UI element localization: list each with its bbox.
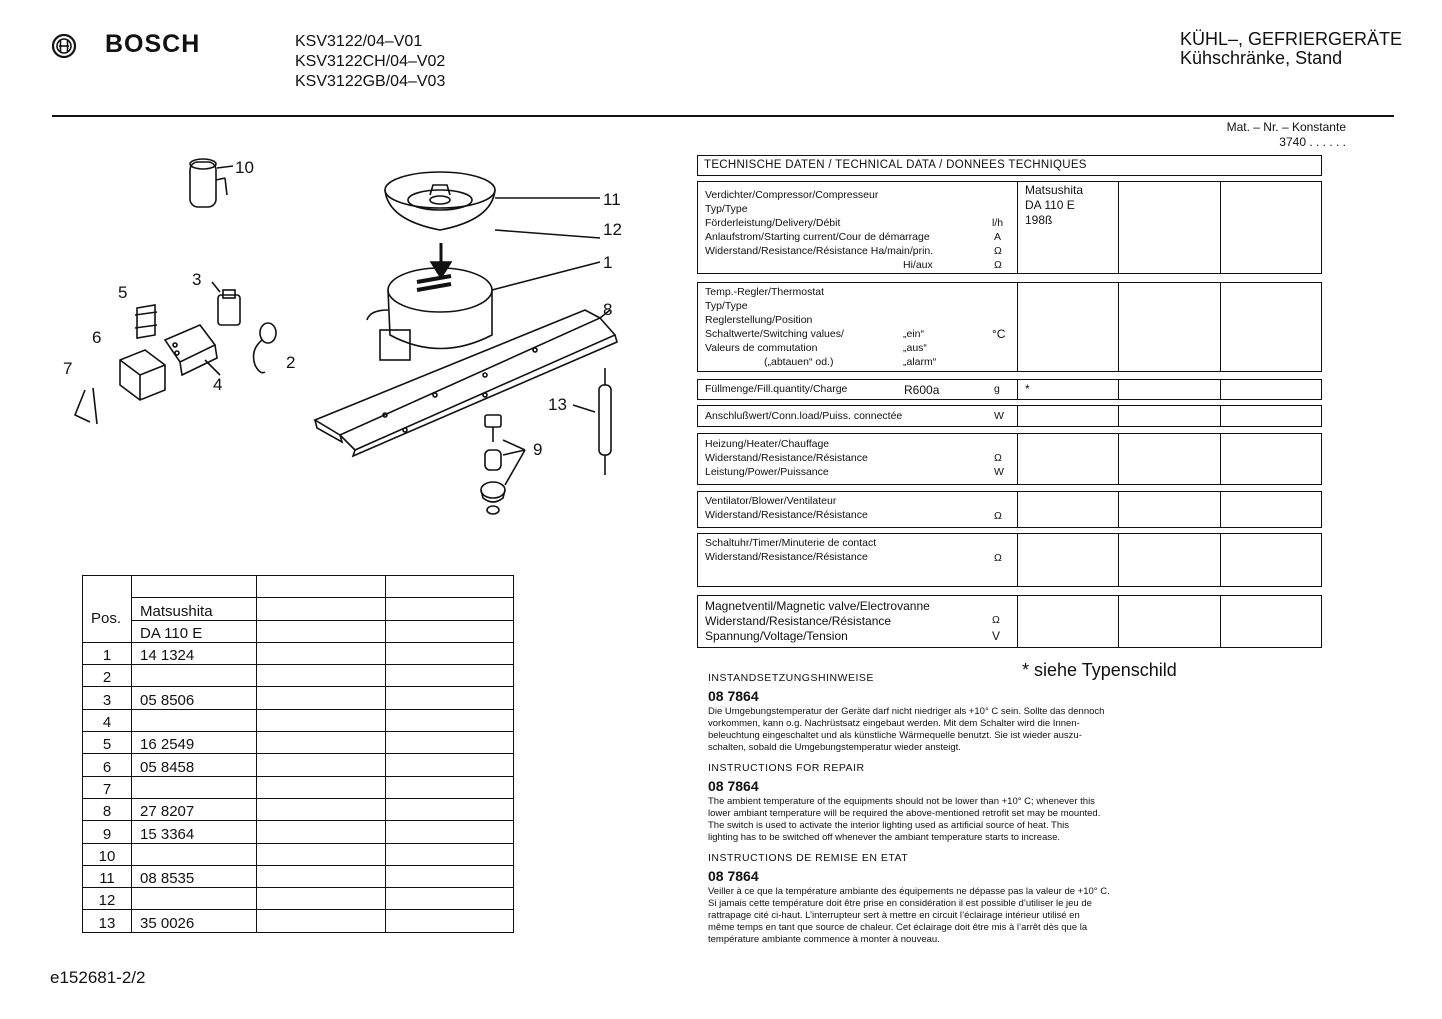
unit: Ω <box>994 552 1002 564</box>
note-line: température ambiante commence à monter à nouveau. <box>708 934 940 945</box>
matnr-block <box>1180 120 1346 150</box>
part-label: 9 <box>533 440 543 459</box>
pos-cell: 3 <box>83 687 132 709</box>
pos-cell: 2 <box>83 665 132 687</box>
clip-part-5 <box>135 305 157 338</box>
text-line: Ventilator/Blower/Ventilateur <box>705 495 837 507</box>
pos-cell: 10 <box>83 843 132 865</box>
maker-cell: Matsushita <box>132 598 257 620</box>
note-number: 08 7864 <box>708 868 759 884</box>
text-line: Widerstand/Resistance/Résistance <box>705 452 868 464</box>
value: 198ß <box>1025 213 1053 227</box>
state: „ein“ <box>903 328 925 340</box>
text-line: Typ/Type <box>705 300 748 312</box>
note-heading: INSTANDSETZUNGSHINWEISE <box>708 672 874 684</box>
unit: °C <box>992 327 1006 341</box>
partnum-cell: 08 8535 <box>132 865 257 887</box>
note-fr <box>708 852 1208 946</box>
note-line: rattrapage cité ci-haut. L’interrupteur sert à mettre en circuit l’éclairage intérieur utilisé en <box>708 910 1080 921</box>
drier-part-13 <box>573 368 611 475</box>
partnum-cell: 15 3364 <box>132 821 257 843</box>
table-row <box>83 798 514 820</box>
text-line: Leistung/Power/Puissance <box>705 466 829 478</box>
partnum-cell: 27 8207 <box>132 798 257 820</box>
tech-title: TECHNISCHE DATEN / TECHNICAL DATA / DONNEES TECHNIQUES <box>704 159 1087 171</box>
table-row <box>83 888 514 910</box>
text-line: Verdichter/Compressor/Compresseur <box>705 189 879 201</box>
note-line: vorkommen, kann o.g. Nachrüstsatz eingebaut werden. Mit dem Schalter wird die Innen- <box>708 718 1080 729</box>
part-label: 10 <box>235 158 254 177</box>
partnum-cell <box>132 665 257 687</box>
parts-table <box>82 575 514 933</box>
unit: Ω <box>994 245 1002 257</box>
unit: Ω <box>992 614 1000 626</box>
unit: W <box>994 466 1004 478</box>
text-line: („abtauen“ od.) <box>764 356 834 368</box>
note-line: lower ambiant temperature will be required the above-mentioned retrofit set may be mounted. <box>708 808 1101 819</box>
text-line: Valeurs de commutation <box>705 342 818 354</box>
exploded-diagram <box>55 150 655 530</box>
pos-cell: 5 <box>83 732 132 754</box>
part-label: 2 <box>286 353 296 372</box>
text-line: Schaltuhr/Timer/Minuterie de contact <box>705 537 877 549</box>
note-line: beleuchtung eingeschaltet und als künstliche Wärmequelle benutzt. Sie ist wieder auszu- <box>708 730 1082 741</box>
partnum-cell: 14 1324 <box>132 642 257 664</box>
table-row <box>83 732 514 754</box>
text-line: Füllmenge/Fill.quantity/Charge <box>705 383 848 395</box>
part-label: 1 <box>603 253 613 272</box>
part-label: 3 <box>192 270 202 289</box>
model-cell: DA 110 E <box>132 620 257 642</box>
unit: Ω <box>994 452 1002 464</box>
heater-box <box>697 433 1322 485</box>
partnum-cell: 35 0026 <box>132 910 257 932</box>
partnum-cell <box>132 709 257 731</box>
pos-cell: 1 <box>83 642 132 664</box>
partnum-cell <box>132 843 257 865</box>
text-line: Widerstand/Resistance/Résistance <box>705 551 868 563</box>
model-line: KSV3122CH/04–V02 <box>295 53 446 70</box>
bosch-armature-icon <box>50 32 78 60</box>
cord-part-2 <box>254 323 276 373</box>
brand-name: BOSCH <box>105 30 201 58</box>
matnr-label: Mat. – Nr. – Konstante <box>1226 120 1346 134</box>
protector-part-4 <box>165 325 220 375</box>
note-line: Si jamais cette température doit être prise en considération il est possible d’utiliser le jeu de <box>708 898 1092 909</box>
tech-title-box <box>697 155 1322 176</box>
part-label: 12 <box>603 220 622 239</box>
text-line: Temp.-Regler/Thermostat <box>705 286 825 298</box>
refrigerant: R600a <box>904 383 940 397</box>
table-row <box>83 776 514 798</box>
unit: Ω <box>994 259 1002 271</box>
text-line: Widerstand/Resistance/Résistance <box>705 614 892 628</box>
value: DA 110 E <box>1025 198 1075 212</box>
model-line: KSV3122/04–V01 <box>295 33 423 50</box>
table-row <box>83 620 514 642</box>
unit: g <box>994 383 1000 395</box>
part-label: 8 <box>603 300 613 319</box>
part-label: 6 <box>92 328 102 347</box>
note-heading: INSTRUCTIONS FOR REPAIR <box>708 762 865 774</box>
value: Matsushita <box>1025 183 1084 197</box>
partnum-cell: 16 2549 <box>132 732 257 754</box>
text-line: Spannung/Voltage/Tension <box>705 629 848 643</box>
note-line: Die Umgebungstemperatur der Geräte darf nicht niedriger als +10° C sein. Sollte das dennoch <box>708 706 1105 717</box>
text-line: Magnetventil/Magnetic valve/Electrovanne <box>705 599 930 613</box>
note-line: schalten, sobald die Umgebungstemperatur wieder ansteigt. <box>708 742 961 753</box>
pos-cell: 6 <box>83 754 132 776</box>
unit: Ω <box>994 510 1002 522</box>
text-line: Schaltwerte/Switching values/ <box>705 328 844 340</box>
text-line: Anlaufstrom/Starting current/Cour de démarrage <box>705 231 930 243</box>
note-line: même temps en tant que source de chaleur. Cet éclairage doit être mis à l’arrêt dès que la <box>708 922 1088 933</box>
table-row <box>83 754 514 776</box>
pos-cell: 11 <box>83 865 132 887</box>
text-line: Widerstand/Resistance/Résistance <box>705 509 868 521</box>
text-line: Heizung/Heater/Chauffage <box>705 438 830 450</box>
table-row <box>83 843 514 865</box>
compressor-part-1 <box>367 230 600 360</box>
partnum-cell: 05 8458 <box>132 754 257 776</box>
pos-cell: 12 <box>83 888 132 910</box>
bosch-logo <box>50 30 200 64</box>
table-row <box>83 865 514 887</box>
unit: A <box>994 231 1002 243</box>
note-number: 08 7864 <box>708 778 759 794</box>
down-arrow-icon <box>431 243 451 278</box>
pos-cell: 13 <box>83 910 132 932</box>
value: * <box>1025 382 1030 396</box>
part-label: 5 <box>118 283 128 302</box>
fill-box <box>697 379 1322 400</box>
note-line: lighting has to be switched off whenever the ambiant temperature starts to increase. <box>708 832 1061 843</box>
unit: l/h <box>992 217 1004 229</box>
part-label: 13 <box>548 395 567 414</box>
part-label: 4 <box>213 375 223 394</box>
category-line2: Kühschränke, Stand <box>1180 48 1343 68</box>
table-row <box>83 642 514 664</box>
state: „alarm“ <box>903 356 937 368</box>
text-line: Widerstand/Resistance/Résistance Ha/main/prin. <box>705 245 934 257</box>
table-row <box>83 821 514 843</box>
note-heading: INSTRUCTIONS DE REMISE EN ETAT <box>708 852 909 864</box>
conn-load-box <box>697 405 1322 427</box>
table-row <box>83 709 514 731</box>
category-line1: KÜHL–, GEFRIERGERÄTE <box>1180 29 1403 49</box>
pos-cell: 7 <box>83 776 132 798</box>
partnum-cell <box>132 888 257 910</box>
thermostat-box <box>697 282 1322 372</box>
table-row <box>83 910 514 932</box>
part-label: 7 <box>63 359 73 378</box>
valve-box <box>697 595 1322 648</box>
part-label: 11 <box>603 190 621 209</box>
note-en <box>708 762 1208 844</box>
capacitor-part-10 <box>190 159 233 207</box>
note-line: The ambient temperature of the equipments should not be lower than +10° C; whenever this <box>708 796 1095 807</box>
note-de <box>708 672 1208 754</box>
unit: W <box>994 410 1004 422</box>
text-line: Hi/aux <box>903 259 933 271</box>
table-row <box>83 665 514 687</box>
pos-cell: 4 <box>83 709 132 731</box>
matnr-value: 3740 . . . . . . <box>1279 135 1346 149</box>
header-rule <box>52 115 1394 117</box>
note-line: Veiller à ce que la température ambiante des équipements ne dépasse pas la valeur de +10° C. <box>708 886 1110 897</box>
pos-header: Pos. <box>83 576 132 643</box>
relay-part-3 <box>212 282 240 325</box>
pos-cell: 9 <box>83 821 132 843</box>
mounting-set-part-9 <box>481 415 525 514</box>
text-line: Anschlußwert/Conn.load/Puiss. connectée <box>705 410 903 422</box>
text-line: Förderleistung/Delivery/Débit <box>705 217 841 229</box>
category <box>1180 30 1402 68</box>
compressor-box <box>697 181 1322 274</box>
base-rail-part-8 <box>315 310 617 456</box>
partnum-cell: 05 8506 <box>132 687 257 709</box>
partnum-cell <box>132 776 257 798</box>
terminal-block-part-6 <box>120 350 165 400</box>
note-line: The switch is used to activate the interior lighting used as artificial source of heat. This <box>708 820 1070 831</box>
table-row <box>83 576 514 598</box>
footnote: * siehe Typenschild <box>1022 660 1177 680</box>
text-line: Reglerstellung/Position <box>705 314 813 326</box>
state: „aus“ <box>903 342 927 354</box>
table-row <box>83 687 514 709</box>
note-number: 08 7864 <box>708 688 759 704</box>
table-row <box>83 598 514 620</box>
model-line: KSV3122GB/04–V03 <box>295 73 446 90</box>
timer-box <box>697 533 1322 587</box>
pos-cell: 8 <box>83 798 132 820</box>
model-list <box>295 32 445 92</box>
bracket-part-7 <box>75 388 97 424</box>
repair-notes <box>708 672 1208 946</box>
doc-id: e152681-2/2 <box>50 968 146 987</box>
unit: V <box>992 629 1001 643</box>
blower-box <box>697 491 1322 528</box>
cover-bowl-part-11 <box>385 172 600 230</box>
text-line: Typ/Type <box>705 203 748 215</box>
